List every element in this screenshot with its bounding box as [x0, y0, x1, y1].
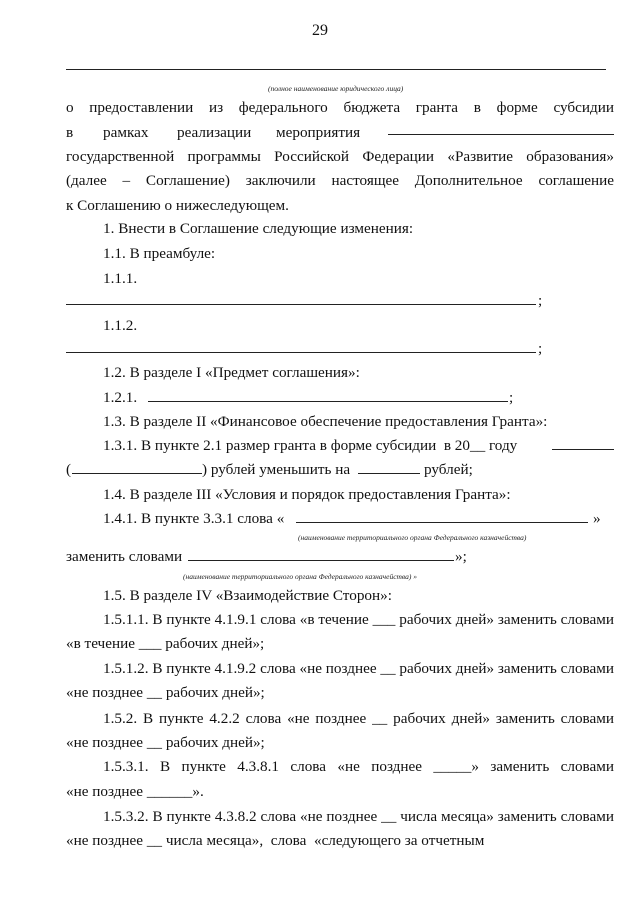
item-1-5-1-1-line-2: «в течение ___ рабочих дней»; [66, 635, 265, 652]
item-1-5-2-line-2: «не позднее __ рабочих дней»; [66, 734, 265, 751]
item-1-1-2-semicolon: ; [538, 340, 543, 357]
item-1-3-1-reduce-text: ) рублей уменьшить на [202, 461, 351, 478]
item-1-3-1: 1.3.1. В пункте 2.1 размер гранта в форме субсидии в 20__ году [103, 437, 518, 454]
intro-line-2-b: рамках [103, 124, 149, 141]
grant-amount-words-blank [72, 473, 202, 474]
item-1-5-3-1-line-2: «не позднее ______». [66, 783, 204, 800]
item-1-1: 1.1. В преамбуле: [103, 245, 216, 262]
item-1-1-1-blank [66, 304, 536, 305]
item-1-1-1: 1.1.1. [103, 270, 138, 287]
item-1-1-2-blank [66, 352, 536, 353]
intro-line-3: государственной программы Российской Федерации «Развитие образования» [66, 148, 614, 165]
grant-amount-blank [552, 449, 614, 450]
item-1-4-1: 1.4.1. В пункте 3.3.1 слова « [103, 510, 285, 527]
item-1: 1. Внести в Соглашение следующие изменения: [103, 220, 414, 237]
item-1-3-1-rubles: рублей; [424, 461, 473, 478]
item-1-2-1: 1.2.1. [103, 389, 138, 406]
item-1-5-1-2-line-2: «не позднее __ рабочих дней»; [66, 684, 265, 701]
replace-with-close: »; [455, 548, 467, 565]
item-1-1-1-semicolon: ; [538, 292, 543, 309]
legal-entity-blank [66, 69, 606, 70]
item-1-3: 1.3. В разделе II «Финансовое обеспечение предоставления Гранта»: [103, 413, 548, 430]
item-1-1-2: 1.1.2. [103, 317, 138, 334]
item-1-4: 1.4. В разделе III «Условия и порядок предоставления Гранта»: [103, 486, 511, 503]
item-1-5-3-2-line-2: «не позднее __ числа месяца», слова «следующего за отчетным [66, 832, 485, 849]
item-1-4-1-close-quote: » [593, 510, 601, 527]
intro-line-1: о предоставлении из федерального бюджета гранта в форме субсидии [66, 99, 614, 116]
item-1-2-1-blank [148, 401, 508, 402]
legal-entity-caption: (полное наименование юридического лица) [268, 84, 404, 93]
reduce-amount-blank [358, 473, 420, 474]
page-number: 29 [312, 22, 328, 39]
treasury-name-blank-1 [296, 522, 588, 523]
event-name-blank [388, 134, 614, 135]
item-1-2-1-semicolon: ; [509, 389, 514, 406]
item-1-5: 1.5. В разделе IV «Взаимодействие Сторон»: [103, 587, 392, 604]
item-1-3-1-open-paren: ( [66, 461, 72, 478]
intro-line-5: к Соглашению о нижеследующем. [66, 197, 289, 214]
item-1-2: 1.2. В разделе I «Предмет соглашения»: [103, 364, 360, 381]
replace-with-text: заменить словами [66, 548, 183, 565]
intro-line-2-c: реализации [177, 124, 252, 141]
item-1-5-1-2-line-1: 1.5.1.2. В пункте 4.1.9.2 слова «не позднее __ рабочих дней» заменить словами [103, 660, 614, 677]
intro-line-4: (далее – Соглашение) заключили настоящее Дополнительное соглашение [66, 172, 614, 189]
item-1-5-1-1-line-1: 1.5.1.1. В пункте 4.1.9.1 слова «в течение ___ рабочих дней» заменить словами [103, 611, 614, 628]
intro-line-2-a: в [66, 124, 74, 141]
treasury-name-blank-2 [188, 560, 454, 561]
item-1-5-3-2-line-1: 1.5.3.2. В пункте 4.3.8.2 слова «не позднее __ числа месяца» заменить словами [103, 808, 614, 825]
treasury-caption-2: (наименование территориального органа Федерального казначейства) » [183, 572, 418, 581]
treasury-caption-1: (наименование территориального органа Федерального казначейства) [298, 533, 527, 542]
item-1-5-3-1-line-1: 1.5.3.1. В пункте 4.3.8.1 слова «не позднее _____» заменить словами [103, 758, 614, 775]
intro-line-2-d: мероприятия [276, 124, 361, 141]
item-1-5-2-line-1: 1.5.2. В пункте 4.2.2 слова «не позднее __ рабочих дней» заменить словами [103, 710, 614, 727]
